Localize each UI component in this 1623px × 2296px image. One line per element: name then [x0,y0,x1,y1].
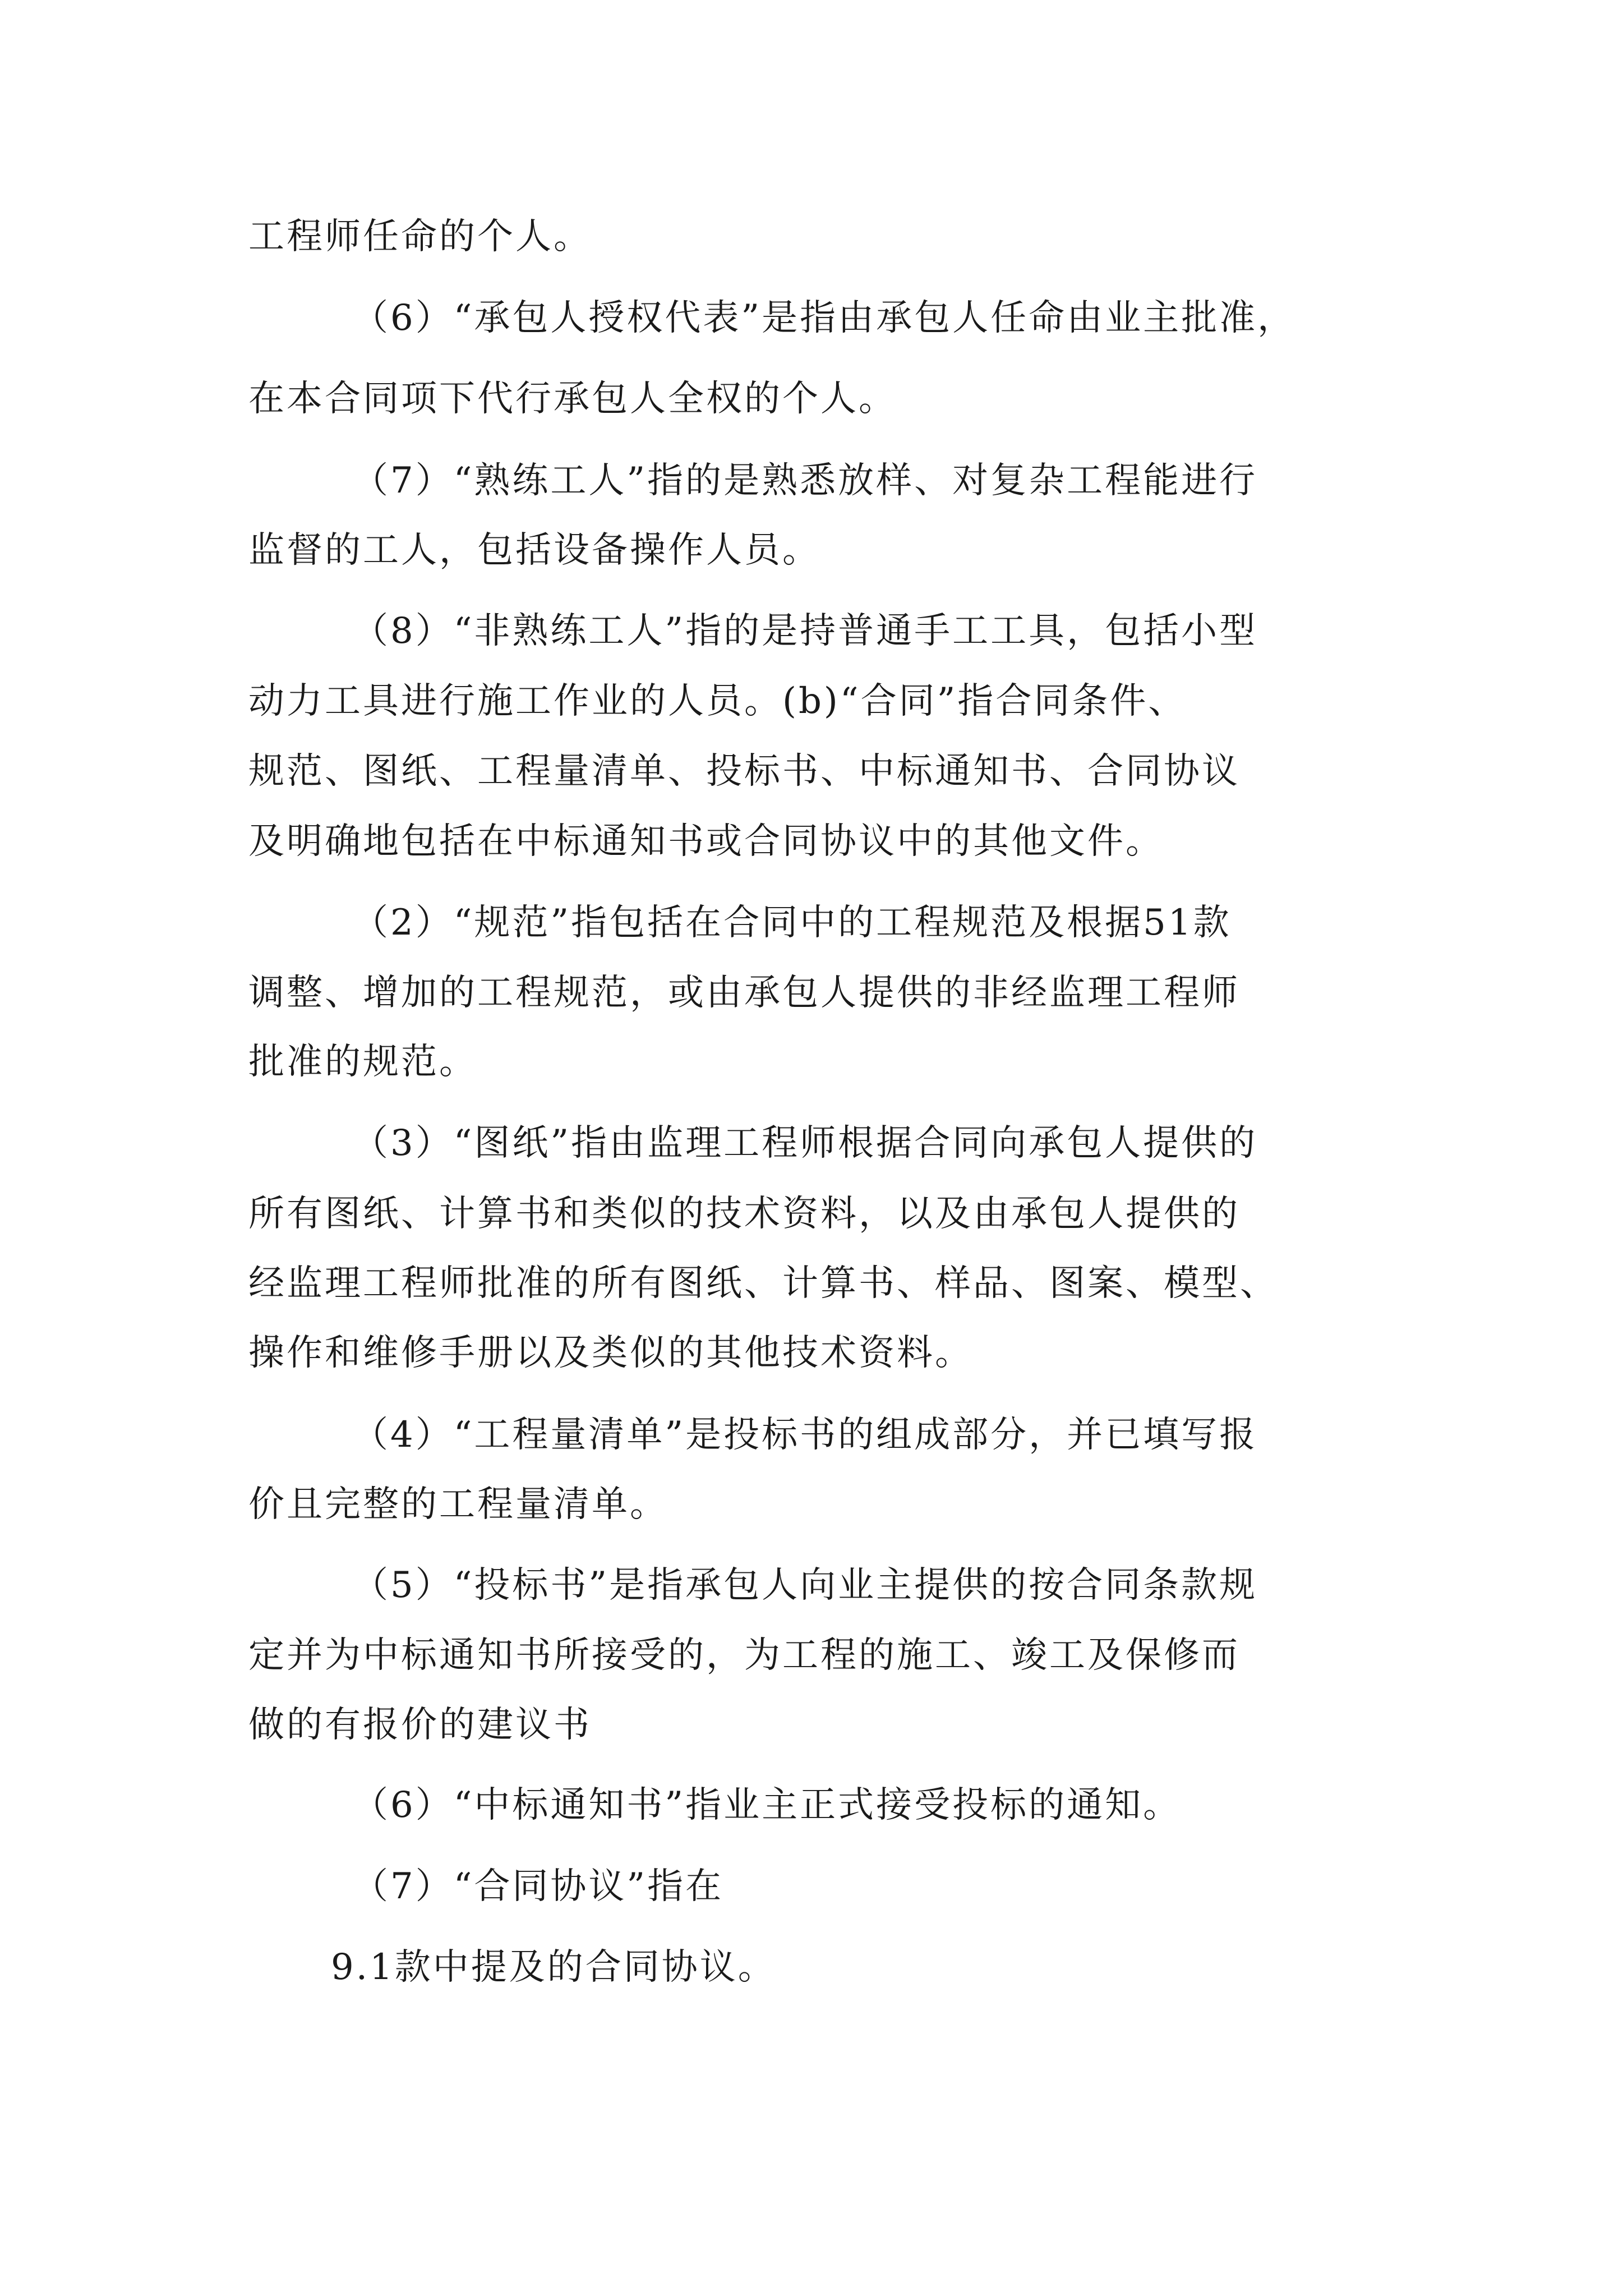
text-line: （3）“图纸”指由监理工程师根据合同向承包人提供的 [352,1122,1258,1164]
text-line: 批准的规范。 [248,1041,477,1083]
text-line: 调整、增加的工程规范，或由承包人提供的非经监理工程师 [248,972,1240,1014]
text-line: （8）“非熟练工人”指的是持普通手工工具，包括小型 [352,610,1258,652]
text-line: 定并为中标通知书所接受的，为工程的施工、竣工及保修而 [248,1635,1240,1676]
text-line: 做的有报价的建议书 [248,1704,592,1746]
text-line: 经监理工程师批准的所有图纸、计算书、样品、图案、模型、 [248,1263,1278,1304]
text-line: 规范、图纸、工程量清单、投标书、中标通知书、合同协议 [248,751,1240,792]
text-line: 在本合同项下代行承包人全权的个人。 [248,378,897,420]
text-line: 价且完整的工程量清单。 [248,1484,668,1525]
text-line: 所有图纸、计算书和类似的技术资料，以及由承包人提供的 [248,1193,1240,1235]
text-line: （7）“合同协议”指在 [352,1866,724,1907]
text-line: 动力工具进行施工作业的人员。(b)“合同”指合同条件、 [248,680,1187,722]
text-line: 工程师任命的个人。 [248,216,592,257]
text-line: 9.1款中提及的合同协议。 [331,1947,776,1988]
text-line: （5）“投标书”是指承包人向业主提供的按合同条款规 [352,1565,1258,1606]
text-line: （4）“工程量清单”是投标书的组成部分，并已填写报 [352,1414,1258,1456]
text-line: （6）“承包人授权代表”是指由承包人任命由业主批准， [352,297,1296,339]
text-line: 及明确地包括在中标通知书或合同协议中的其他文件。 [248,821,1164,862]
text-line: （7）“熟练工人”指的是熟悉放样、对复杂工程能进行 [352,460,1258,501]
text-line: 监督的工人，包括设备操作人员。 [248,530,820,571]
text-line: （2）“规范”指包括在合同中的工程规范及根据51款 [352,902,1232,944]
text-line: 操作和维修手册以及类似的其他技术资料。 [248,1332,973,1374]
text-line: （6）“中标通知书”指业主正式接受投标的通知。 [352,1784,1182,1826]
